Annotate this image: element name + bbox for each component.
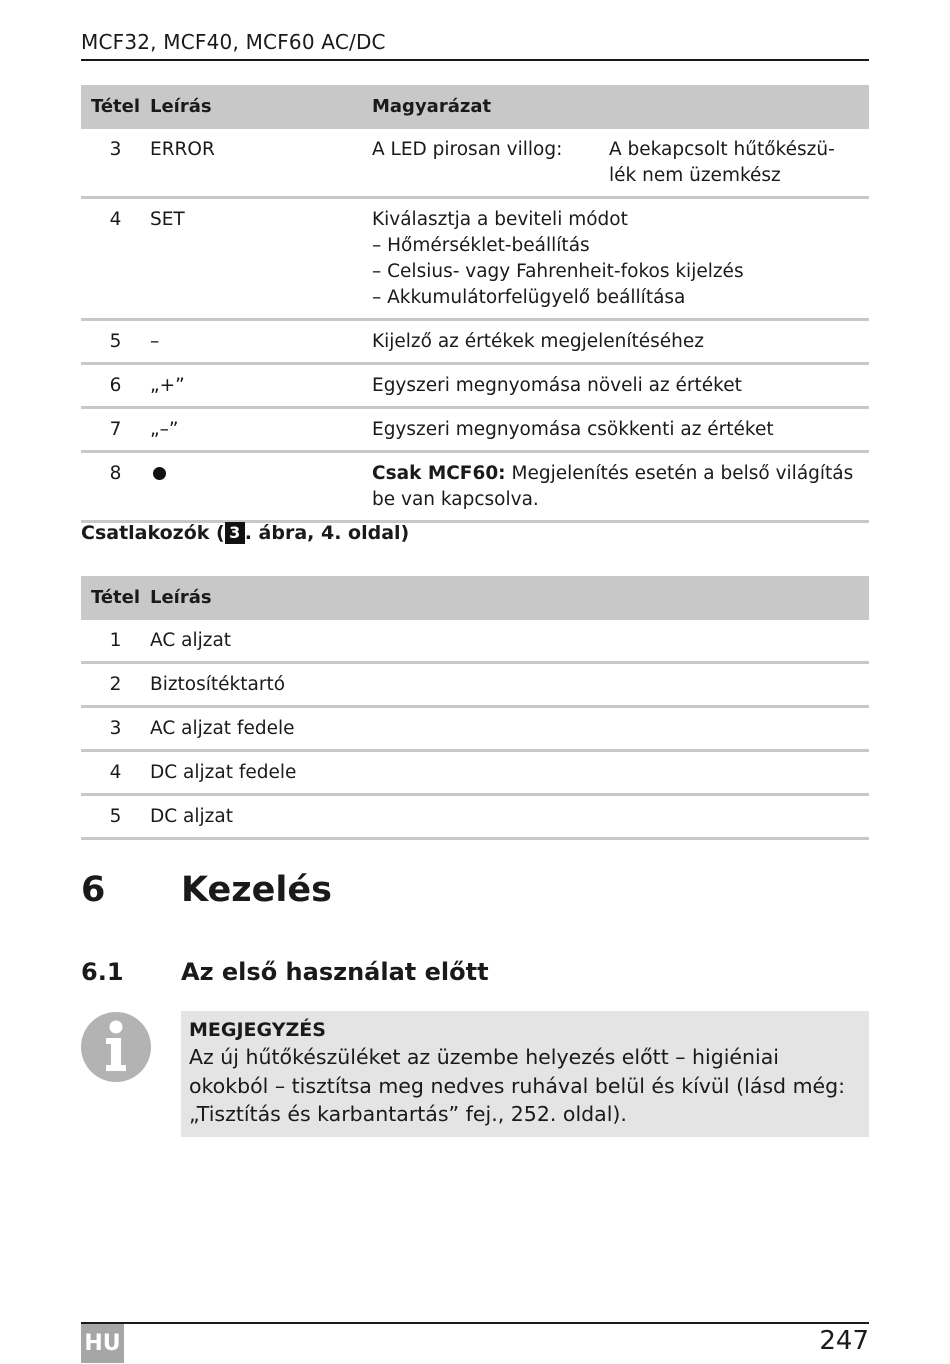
explanation-line: – Akkumulátorfelügyelő beállítása — [372, 287, 686, 308]
header-item: Tétel — [81, 576, 150, 620]
running-header: MCF32, MCF40, MCF60 AC/DC — [81, 30, 386, 54]
table-row — [81, 663, 869, 707]
header-item: Tétel — [81, 85, 150, 129]
item-number: 5 — [81, 320, 150, 364]
item-number: 7 — [81, 408, 150, 452]
item-meaning: A bekapcsolt hűtőkészü-lék nem üzemkész — [609, 129, 869, 198]
item-description: DC aljzat fedele — [150, 751, 869, 795]
item-number: 6 — [81, 364, 150, 408]
note-box — [181, 1011, 869, 1137]
table-row — [81, 620, 869, 663]
page-number: 247 — [819, 1326, 869, 1356]
language-badge: HU — [81, 1324, 124, 1363]
item-description: AC aljzat fedele — [150, 707, 869, 751]
section-number: 6 — [81, 870, 106, 910]
table-row — [81, 452, 869, 522]
explanation-line: Kiválasztja a beviteli módot — [372, 209, 628, 230]
table-row — [81, 707, 869, 751]
table-row — [81, 751, 869, 795]
connectors-heading-text: Csatlakozók ( — [81, 522, 225, 544]
item-number: 2 — [81, 663, 150, 707]
table-row — [81, 320, 869, 364]
filled-circle-icon — [153, 467, 166, 480]
subsection-number: 6.1 — [81, 958, 124, 986]
subsection-title: Az első használat előtt — [181, 958, 489, 986]
item-explanation — [372, 452, 869, 522]
item-description — [150, 452, 372, 522]
header-rule — [81, 59, 869, 61]
table-row — [81, 198, 869, 320]
item-number: 8 — [81, 452, 150, 522]
header-explanation: Magyarázat — [372, 85, 869, 129]
info-icon — [80, 1011, 152, 1083]
table-header-row — [81, 85, 869, 129]
table-row — [81, 364, 869, 408]
item-number: 1 — [81, 620, 150, 663]
item-number: 3 — [81, 129, 150, 198]
item-number: 5 — [81, 795, 150, 839]
section-title: Kezelés — [181, 870, 332, 910]
item-description: SET — [150, 198, 372, 320]
item-number: 3 — [81, 707, 150, 751]
item-description: AC aljzat — [150, 620, 869, 663]
item-explanation: Egyszeri megnyomása növeli az értéket — [372, 364, 869, 408]
header-description: Leírás — [150, 576, 869, 620]
item-description: ERROR — [150, 129, 372, 198]
figure-reference-badge: 3 — [225, 522, 245, 544]
item-explanation — [372, 198, 869, 320]
item-led-state: A LED pirosan villog: — [372, 129, 609, 198]
item-number: 4 — [81, 751, 150, 795]
item-explanation: Kijelző az értékek megjelenítéséhez — [372, 320, 869, 364]
connectors-heading — [81, 522, 409, 544]
item-description: – — [150, 320, 372, 364]
item-description: Biztosítéktartó — [150, 663, 869, 707]
table-row — [81, 408, 869, 452]
table-row — [81, 795, 869, 839]
note-title: MEGJEGYZÉS — [189, 1019, 326, 1041]
item-number: 4 — [81, 198, 150, 320]
footer-rule — [81, 1322, 869, 1324]
controls-table — [81, 85, 869, 523]
header-description: Leírás — [150, 85, 372, 129]
table-header-row — [81, 576, 869, 620]
item-description: „+” — [150, 364, 372, 408]
explanation-text: Megjelenítés esetén a belső világítás be van kapcsolva. — [372, 463, 854, 510]
item-description: „–” — [150, 408, 372, 452]
explanation-bold-prefix: Csak MCF60: — [372, 463, 506, 484]
connectors-table — [81, 576, 869, 840]
item-description: DC aljzat — [150, 795, 869, 839]
note-text: Az új hűtőkészüléket az üzembe helyezés előtt – higiéniai okokból – tisztítsa meg nedves ruhával belül és kívül (lásd még: „Tisztítás és karbantartás” fej., 252. oldal). — [189, 1045, 846, 1126]
explanation-line: – Hőmérséklet-beállítás — [372, 235, 590, 256]
connectors-heading-suffix: . ábra, 4. oldal) — [244, 522, 410, 544]
item-explanation: Egyszeri megnyomása csökkenti az értéket — [372, 408, 869, 452]
table-row — [81, 129, 869, 198]
explanation-line: – Celsius- vagy Fahrenheit-fokos kijelzés — [372, 261, 744, 282]
